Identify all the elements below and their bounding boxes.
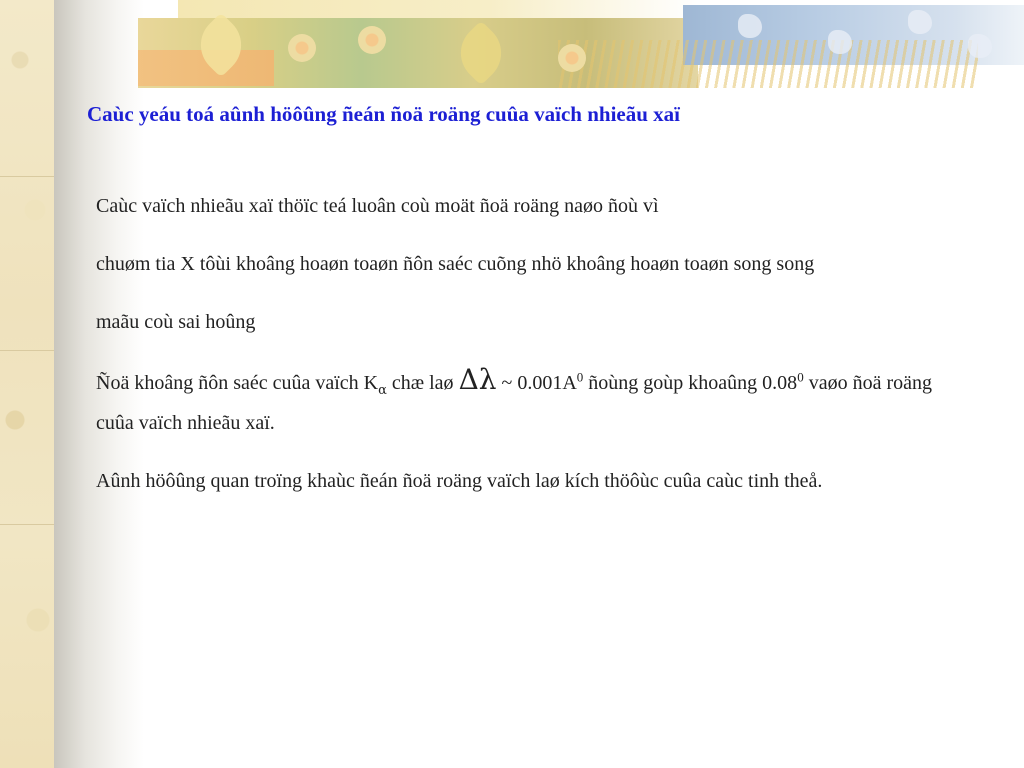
banner-straw-texture — [558, 40, 978, 88]
p4-text-5: vaøo ñoä roäng cuûa vaïch nhieãu xaï. — [96, 372, 932, 434]
p4-text-2: chæ laø — [386, 372, 459, 394]
blue-petal-icon — [828, 30, 852, 54]
paragraph-1: Caùc vaïch nhieãu xaï thöïc teá luoân coù moät ñoä roäng naøo ñoù vì — [96, 195, 659, 217]
slide-title: Caùc yeáu toá aûnh höôûng ñeán ñoä roäng cuûa vaïch nhieãu xaï — [87, 102, 681, 126]
p4-text-1: Ñoä khoâng ñôn saéc cuûa vaïch K — [96, 372, 379, 394]
banner-gold-band — [178, 0, 698, 20]
blue-petal-icon — [968, 34, 992, 58]
p4-text-3: ~ 0.001A — [496, 372, 577, 394]
flower-icon — [358, 26, 386, 54]
flower-icon — [288, 34, 316, 62]
left-parchment-strip — [0, 0, 54, 768]
flower-icon — [558, 44, 586, 72]
paragraph-5: Aûnh höôûng quan troïng khaùc ñeán ñoä roäng vaïch laø kích thöôùc cuûa caùc tinh theå. — [96, 470, 823, 492]
strip-divider — [0, 350, 54, 351]
top-banner-image — [138, 0, 1024, 88]
alpha-subscript: α — [378, 383, 387, 398]
paragraph-2: chuøm tia X tôùi khoâng hoaøn toaøn ñôn saéc cuõng nhö khoâng hoaøn toaøn song song — [96, 253, 815, 275]
blue-petal-icon — [908, 10, 932, 34]
blue-petal-icon — [738, 14, 762, 38]
paragraph-4 — [96, 360, 956, 443]
superscript-zero: 0 — [797, 369, 804, 385]
strip-divider — [0, 524, 54, 525]
delta-lambda-symbol: Δλ — [458, 363, 497, 396]
slide-body — [96, 186, 956, 519]
superscript-zero: 0 — [576, 369, 584, 385]
strip-divider — [0, 176, 54, 177]
p4-text-4: ñoùng goùp khoaûng 0.08 — [583, 372, 798, 394]
paragraph-3: maãu coù sai hoûng — [96, 311, 256, 333]
